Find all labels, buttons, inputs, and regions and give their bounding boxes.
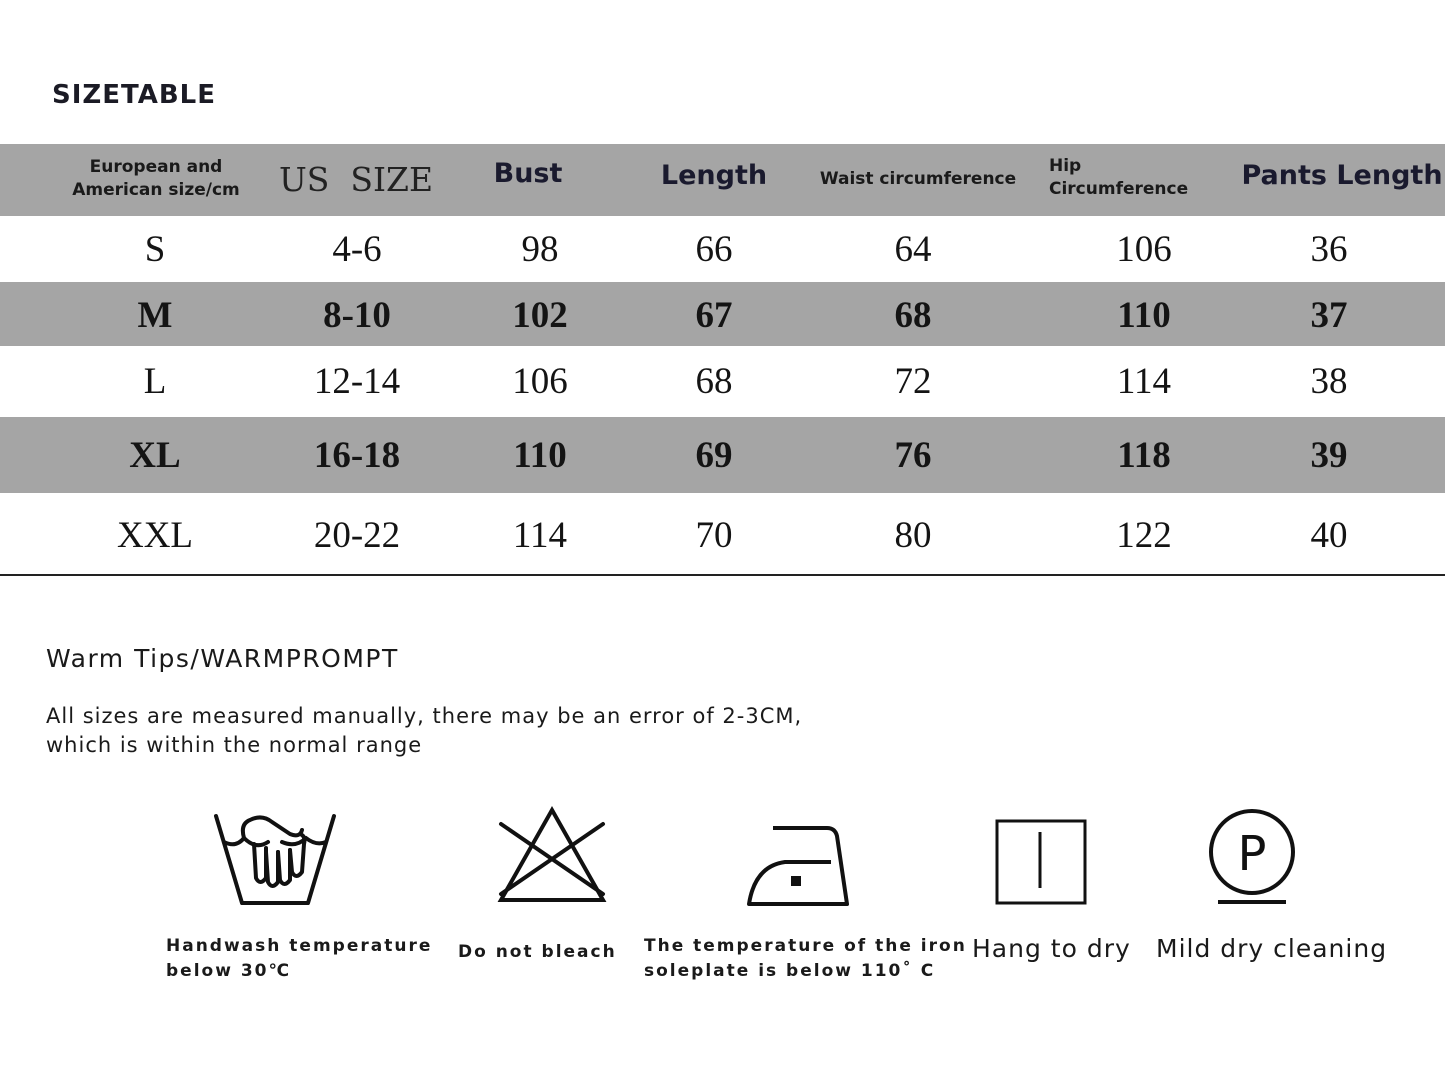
- cell-bust: 102: [512, 295, 568, 336]
- header-eu-size-line1: European and: [89, 157, 223, 177]
- care-label-iron-line1: The temperature of the iron: [644, 936, 967, 956]
- cell-us-size: 4-6: [332, 229, 382, 270]
- svg-text:P: P: [1237, 826, 1267, 882]
- cell-pants-length: 36: [1310, 229, 1348, 270]
- cell-pants-length: 40: [1310, 515, 1348, 556]
- care-label-handwash-line2: below 30℃: [166, 961, 292, 981]
- header-hip-line2: Circumference: [1049, 179, 1189, 199]
- cell-bust: 98: [521, 229, 559, 270]
- care-label-handwash: [166, 934, 432, 984]
- cell-waist: 68: [894, 295, 932, 336]
- cell-pants-length: 38: [1310, 361, 1348, 402]
- tips-title: Warm Tips/WARMPROMPT: [46, 644, 399, 673]
- cell-eu-size: XXL: [116, 515, 194, 556]
- dry-clean-icon: [1204, 806, 1304, 906]
- header-us-size: US SIZE: [278, 160, 434, 199]
- page-title: SIZETABLE: [52, 80, 216, 110]
- header-pants-length: Pants Length: [1241, 160, 1443, 191]
- no-bleach-icon: [495, 804, 610, 904]
- cell-hip: 114: [1116, 361, 1172, 402]
- cell-eu-size: M: [137, 295, 173, 336]
- cell-us-size: 20-22: [313, 515, 401, 556]
- care-label-iron: [644, 934, 967, 984]
- cell-length: 68: [695, 361, 733, 402]
- cell-us-size: 12-14: [313, 361, 401, 402]
- care-label-hang-dry: Hang to dry: [972, 934, 1131, 963]
- cell-bust: 110: [513, 435, 567, 476]
- hang-dry-icon: [994, 818, 1088, 906]
- cell-bust: 114: [512, 515, 568, 556]
- cell-eu-size: S: [144, 229, 166, 270]
- header-hip-line1: Hip: [1049, 156, 1082, 176]
- cell-waist: 72: [894, 361, 932, 402]
- cell-us-size: 16-18: [313, 435, 401, 476]
- cell-hip: 106: [1116, 229, 1172, 270]
- cell-length: 70: [695, 515, 733, 556]
- cell-pants-length: 37: [1310, 295, 1348, 336]
- header-bust: Bust: [493, 158, 563, 189]
- cell-waist: 76: [894, 435, 932, 476]
- header-length: Length: [660, 160, 768, 191]
- cell-waist: 64: [894, 229, 932, 270]
- care-label-dry-clean: Mild dry cleaning: [1156, 934, 1388, 963]
- cell-length: 66: [695, 229, 733, 270]
- header-eu-size: [72, 156, 240, 202]
- header-waist: Waist circumference: [819, 169, 1017, 189]
- iron-icon: [745, 822, 853, 908]
- cell-eu-size: XL: [129, 435, 181, 476]
- cell-eu-size: L: [143, 361, 167, 402]
- care-label-iron-line2: soleplate is below 110˚ C: [644, 961, 936, 981]
- cell-pants-length: 39: [1310, 435, 1348, 476]
- cell-hip: 110: [1117, 295, 1171, 336]
- cell-length: 67: [695, 295, 733, 336]
- cell-hip: 118: [1117, 435, 1171, 476]
- header-eu-size-line2: American size/cm: [72, 180, 240, 200]
- handwash-icon: [210, 808, 340, 908]
- cell-hip: 122: [1116, 515, 1172, 556]
- care-label-handwash-line1: Handwash temperature: [166, 936, 433, 956]
- cell-length: 69: [695, 435, 733, 476]
- table-bottom-rule: [0, 574, 1445, 576]
- cell-us-size: 8-10: [323, 295, 391, 336]
- header-hip: [1049, 155, 1188, 201]
- tips-line-1: All sizes are measured manually, there may be an error of 2-3CM,: [46, 704, 803, 728]
- cell-bust: 106: [512, 361, 568, 402]
- cell-waist: 80: [894, 515, 932, 556]
- care-label-no-bleach: Do not bleach: [458, 942, 617, 962]
- tips-line-2: which is within the normal range: [46, 733, 423, 757]
